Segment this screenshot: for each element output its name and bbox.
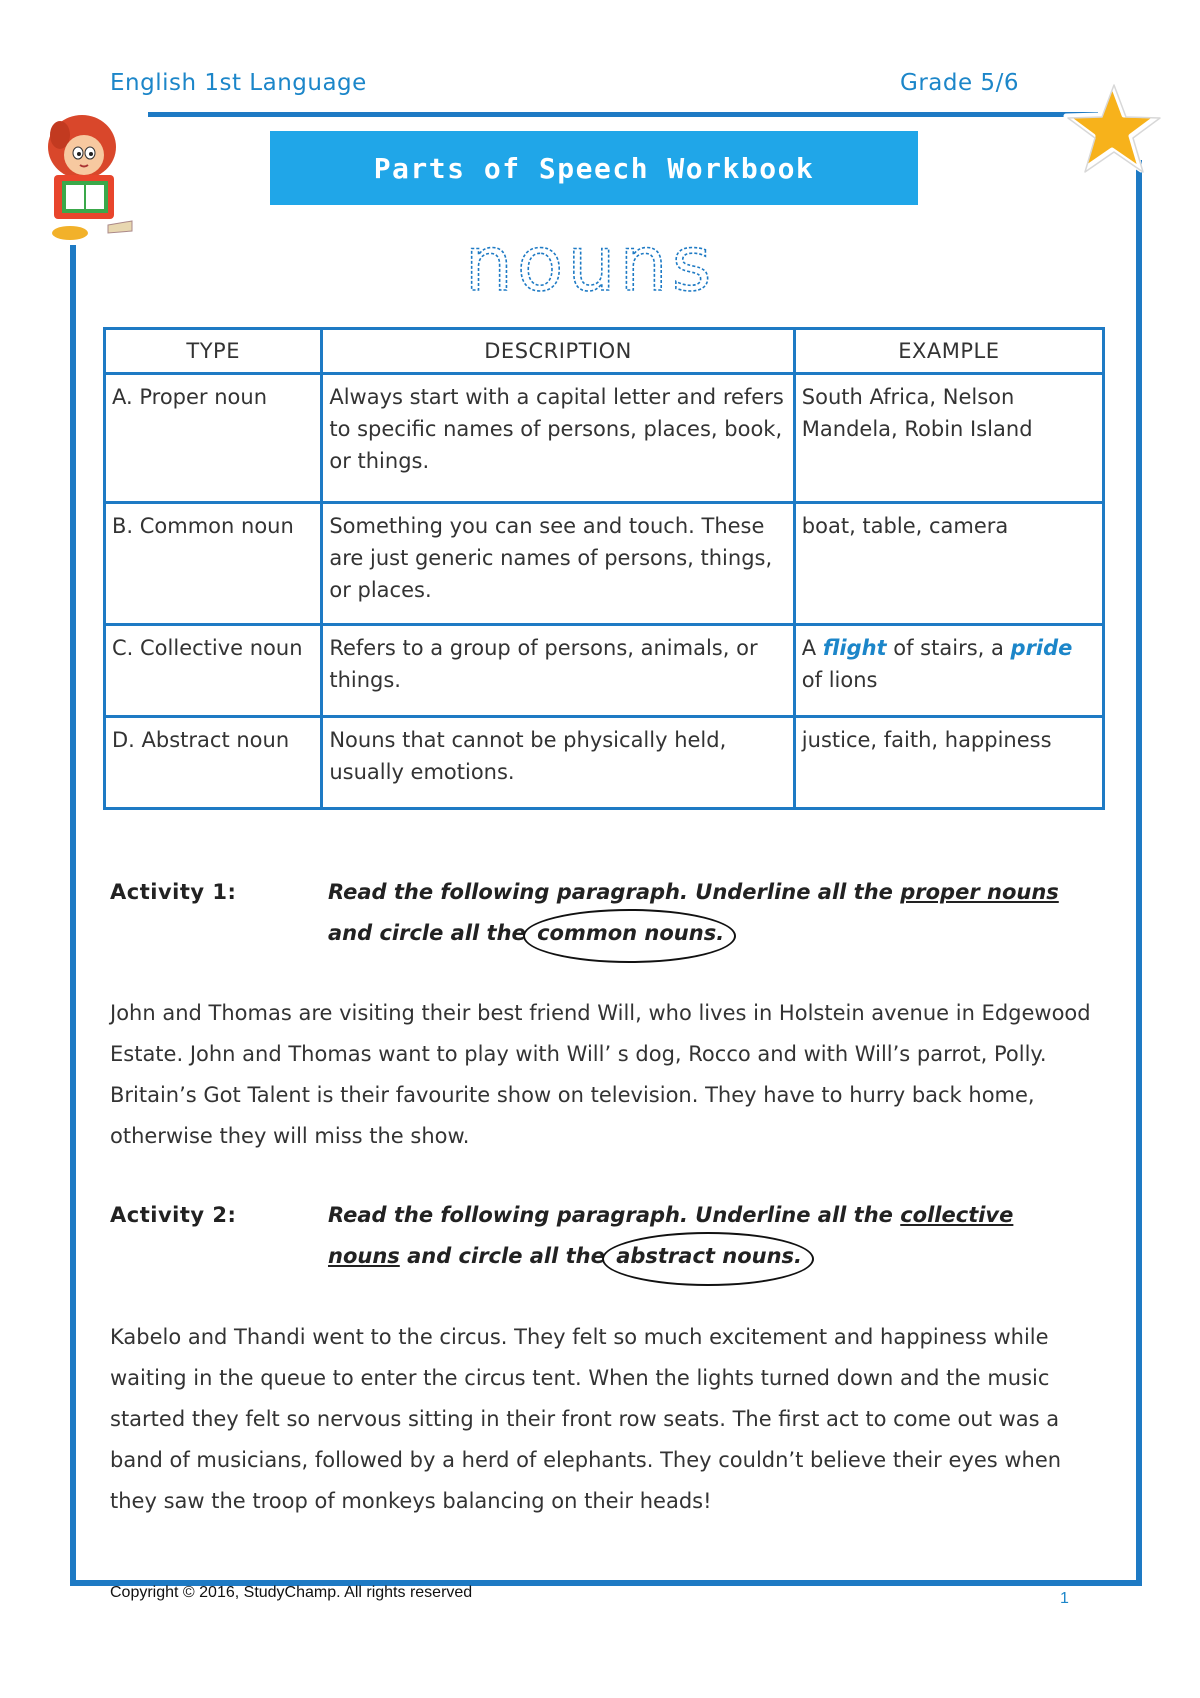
table-cell-type: B. Common noun: [105, 503, 322, 625]
table-row: [105, 503, 1104, 625]
activity-1: [110, 872, 1100, 956]
example-text: of lions: [801, 668, 878, 692]
instruction-text: and circle all the: [328, 921, 534, 945]
frame-right-border: [1136, 160, 1142, 1585]
frame-top-border: [148, 112, 1098, 117]
instruction-text: and circle all the: [399, 1244, 613, 1268]
example-text: of stairs, a: [886, 636, 1011, 660]
page-title-text: nouns: [464, 222, 716, 308]
table-cell-example: [794, 625, 1103, 717]
activity-2-paragraph: Kabelo and Thandi went to the circus. They felt so much excitement and happiness while waiting in the queue to enter the circus tent. When the lights turned down and the music started they felt so nervous sitting in their front row seats. The first act to come out was a band of musicians, followed by a herd of elephants. They couldn’t believe their eyes when they saw the troop of monkeys balancing on their heads!: [110, 1325, 1062, 1513]
star-icon: [1062, 78, 1162, 178]
activity-1-paragraph: John and Thomas are visiting their best friend Will, who lives in Holstein avenue in Edgewood Estate. John and Thomas want to play with Will’ s dog, Rocco and with Will’s parrot, Polly. Britain’s Got Talent is their favourite show on television. They have to hurry back home, otherwise they will miss the show.: [110, 1001, 1091, 1148]
page-number: 1: [1060, 1590, 1069, 1607]
column-header-example: EXAMPLE: [794, 329, 1103, 374]
table-cell-type: D. Abstract noun: [105, 717, 322, 809]
underlined-term: proper nouns: [900, 880, 1059, 904]
collective-keyword-flight: flight: [822, 636, 887, 660]
frame-left-border: [70, 245, 76, 1585]
instruction-text: Read the following paragraph. Underline all the: [328, 1203, 901, 1227]
table-cell-description: Always start with a capital letter and refers to specific names of persons, places, book, or things.: [322, 374, 794, 503]
table-row: [105, 374, 1104, 503]
table-header-row: [105, 329, 1104, 374]
workbook-banner: [270, 131, 918, 205]
noun-types-table: [103, 327, 1105, 810]
example-text: A: [801, 636, 823, 660]
table-cell-example: South Africa, Nelson Mandela, Robin Island: [794, 374, 1103, 503]
copyright-notice: Copyright © 2016, StudyChamp. All rights reserved: [110, 1584, 473, 1601]
column-header-description: DESCRIPTION: [322, 329, 794, 374]
table-cell-description: Nouns that cannot be physically held, usually emotions.: [322, 717, 794, 809]
column-header-type: TYPE: [105, 329, 322, 374]
activity-2: [110, 1195, 1100, 1279]
banner-title: Parts of Speech Workbook: [373, 151, 815, 185]
activity-1-label: Activity 1:: [110, 880, 237, 904]
activity-2-label: Activity 2:: [110, 1203, 237, 1227]
grade-label: Grade 5/6: [900, 70, 1019, 96]
reading-girl-icon: [20, 105, 140, 245]
table-row: [105, 625, 1104, 717]
page-title: [430, 222, 750, 312]
table-cell-example: boat, table, camera: [794, 503, 1103, 625]
circle-oval: [602, 1232, 814, 1286]
collective-keyword-pride: pride: [1010, 636, 1073, 660]
table-cell-type: C. Collective noun: [105, 625, 322, 717]
table-row: [105, 717, 1104, 809]
table-cell-description: Refers to a group of persons, animals, or things.: [322, 625, 794, 717]
circled-term-text: abstract nouns.: [616, 1244, 803, 1268]
underlined-term: collective nouns: [328, 1203, 1014, 1268]
circle-oval: [523, 909, 736, 963]
circled-term: [612, 1236, 806, 1277]
activity-1-instructions: [328, 872, 1088, 954]
circled-term: [533, 913, 728, 954]
table-cell-description: Something you can see and touch. These are just generic names of persons, things, or places.: [322, 503, 794, 625]
table-cell-type: A. Proper noun: [105, 374, 322, 503]
subject-label: English 1st Language: [110, 70, 367, 96]
table-cell-example: justice, faith, happiness: [794, 717, 1103, 809]
instruction-text: Read the following paragraph. Underline all the: [328, 880, 901, 904]
activity-2-instructions: [328, 1195, 1088, 1277]
circled-term-text: common nouns.: [537, 921, 725, 945]
